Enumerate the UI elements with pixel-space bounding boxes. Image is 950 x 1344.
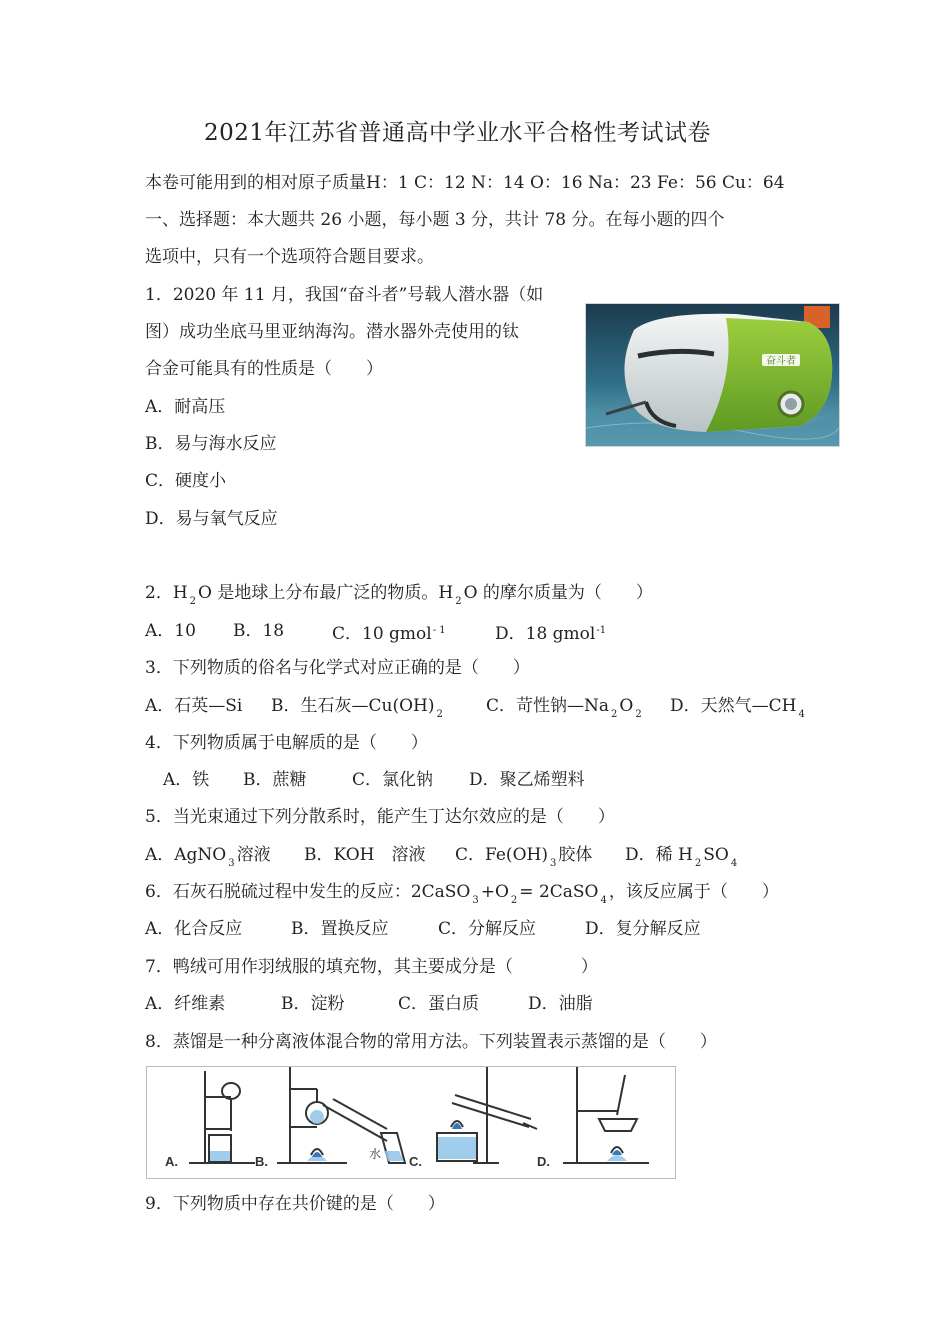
atomic-mass-line: 本卷可能用到的相对原子质量H：1 C：12 N：14 O：16 Na：23 Fe：56 Cu：64 [145, 173, 785, 193]
q5-option-a: A．AgNO $_3$ 溶液 [145, 845, 271, 869]
q2-option-d: D．18 gmol$^{-1}$ [495, 624, 607, 644]
q3-stem: 3．下列物质的俗名与化学式对应正确的是（ ） [145, 658, 530, 678]
q8-stem: 8．蒸馏是一种分离液体混合物的常用方法。下列装置表示蒸馏的是（ ） [145, 1032, 717, 1052]
q1-stem-line2: 图）成功坐底马里亚纳海沟。潜水器外壳使用的钛 [145, 322, 519, 342]
q4-option-d: D．聚乙烯塑料 [469, 770, 585, 790]
q4-option-c: C．氯化钠 [352, 770, 434, 790]
q5-stem: 5．当光束通过下列分散系时，能产生丁达尔效应的是（ ） [145, 807, 615, 827]
q2-stem: 2．H $_2$ O 是地球上分布最广泛的物质。H $_2$ O 的摩尔质量为（ ） [145, 583, 653, 607]
section-intro-line1: 一、选择题：本大题共 26 小题，每小题 3 分，共计 78 分。在每小题的四个 [145, 210, 725, 230]
q5-option-d: D．稀 H $_2$ SO $_4$ [625, 845, 738, 869]
apparatus-label-d: D. [537, 1154, 550, 1169]
q4-option-a: A．铁 [163, 770, 210, 790]
q7-stem: 7．鸭绒可用作羽绒服的填充物，其主要成分是（ ） [145, 957, 598, 977]
q7-option-b: B．淀粉 [281, 994, 345, 1014]
q6-option-b: B．置换反应 [291, 919, 389, 939]
q6-option-a: A．化合反应 [145, 919, 243, 939]
q2-option-a: A．10 [145, 621, 196, 641]
q1-stem-line3: 合金可能具有的性质是（ ） [145, 359, 383, 379]
q6-stem: 6．石灰石脱硫过程中发生的反应：2CaSO $_3$ +O $_2$ = 2CaSO $_4$ ，该反应属于（ ） [145, 882, 779, 906]
q1-stem-line1: 1．2020 年 11 月，我国“奋斗者”号载人潜水器（如 [145, 285, 544, 305]
apparatus-figure [146, 1066, 676, 1179]
q5-option-c: C．Fe(OH) $_3$ 胶体 [455, 845, 593, 869]
q6-option-d: D．复分解反应 [585, 919, 701, 939]
q7-option-a: A．纤维素 [145, 994, 226, 1014]
q1-option-a: A．耐高压 [145, 397, 226, 417]
page-title: 2021年江苏省普通高中学业水平合格性考试试卷 [204, 120, 712, 146]
q6-option-c: C．分解反应 [438, 919, 537, 939]
q7-option-c: C．蛋白质 [398, 994, 480, 1014]
q2-option-c: C．10 gmol$^{- 1}$ [332, 624, 446, 644]
q1-option-d: D．易与氧气反应 [145, 509, 278, 529]
submersible-logo: 奋斗者 [766, 356, 796, 367]
q1-option-b: B．易与海水反应 [145, 434, 277, 454]
apparatus-label-b: B. [255, 1154, 268, 1169]
section-intro-line2: 选项中，只有一个选项符合题目要求。 [145, 247, 434, 267]
q7-option-d: D．油脂 [528, 994, 593, 1014]
q9-stem: 9．下列物质中存在共价键的是（ ） [145, 1194, 445, 1214]
q4-stem: 4．下列物质属于电解质的是（ ） [145, 733, 428, 753]
q2-option-b: B．18 [233, 621, 285, 641]
q3-option-a: A．石英—Si [145, 696, 243, 716]
q3-option-b: B．生石灰—Cu(OH) $_2$ [271, 696, 443, 720]
apparatus-label-c: C. [409, 1154, 422, 1169]
q5-option-b: B．KOH 溶液 [304, 845, 426, 865]
q1-option-c: C．硬度小 [145, 471, 227, 491]
q3-option-c: C．苛性钠—Na $_2$ O $_2$ [486, 696, 642, 720]
apparatus-label-water: 水 [369, 1147, 382, 1161]
q3-option-d: D．天然气—CH $_4$ [670, 696, 805, 720]
apparatus-label-a: A. [165, 1154, 178, 1169]
submersible-photo [585, 303, 840, 447]
q4-option-b: B．蔗糖 [243, 770, 307, 790]
